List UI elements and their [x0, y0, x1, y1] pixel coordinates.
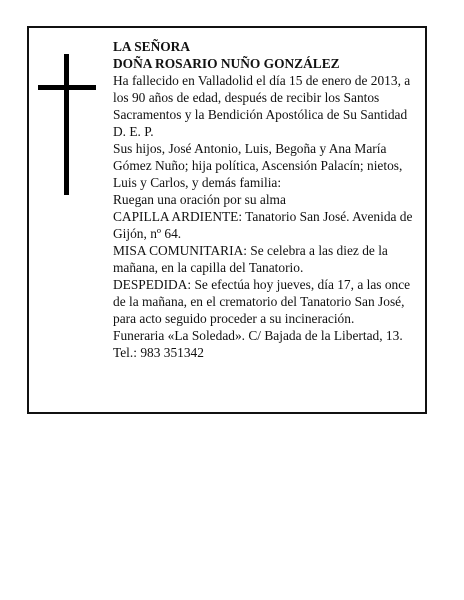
cross-icon-vertical: [64, 54, 69, 195]
chapel-info: CAPILLA ARDIENTE: Tanatorio San José. Avenida de Gijón, nº 64.: [113, 209, 413, 241]
deceased-name: DOÑA ROSARIO NUÑO GONZÁLEZ: [113, 56, 340, 71]
obituary-text: [113, 38, 421, 361]
funeral-home-info: Funeraria «La Soledad». C/ Bajada de la Libertad, 13. Tel.: 983 351342: [113, 328, 403, 360]
prayer-request: Ruegan una oración por su alma: [113, 192, 286, 207]
mass-info: MISA COMUNITARIA: Se celebra a las diez de la mañana, en la capilla del Tanatorio.: [113, 243, 388, 275]
title-line-1: LA SEÑORA: [113, 39, 191, 54]
death-announcement: Ha fallecido en Valladolid el día 15 de enero de 2013, a los 90 años de edad, después de recibir los Santos Sacramentos y la Bendición Apostólica de Su Santidad D. E. P.: [113, 73, 411, 139]
farewell-info: DESPEDIDA: Se efectúa hoy jueves, día 17, a las once de la mañana, en el crematorio del Tanatorio San José, para acto seguido proceder a su incineración.: [113, 277, 411, 326]
cross-icon-horizontal: [38, 85, 96, 90]
family-list: Sus hijos, José Antonio, Luis, Begoña y Ana María Gómez Nuño; hija política, Ascensión Palacín; nietos, Luis y Carlos, y demás familia:: [113, 141, 403, 190]
